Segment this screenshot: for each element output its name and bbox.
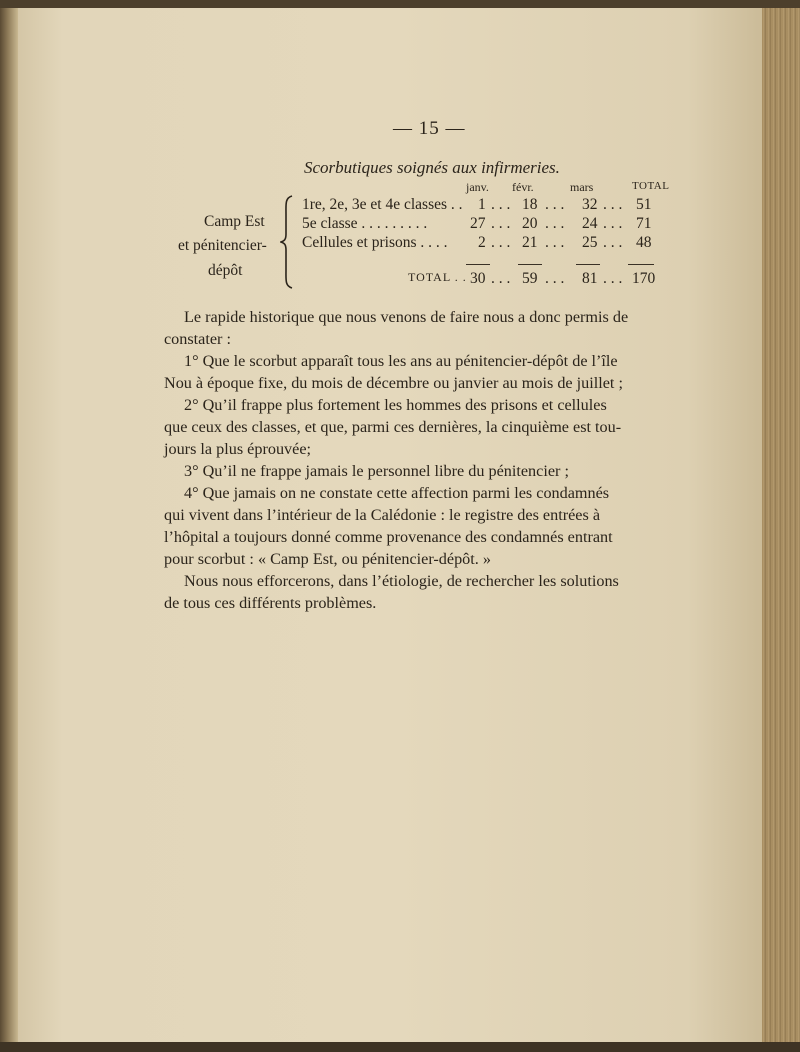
- table-row-label: Cellules et prisons . . . .: [302, 234, 448, 251]
- table-title: Scorbutiques soignés aux infirmeries.: [304, 158, 560, 177]
- table-row-label: 1re, 2e, 3e et 4e classes . .: [302, 196, 463, 213]
- sum-rule: [518, 264, 542, 265]
- table-cell-janv: 1: [478, 196, 486, 213]
- body-line: Nou à époque fixe, du mois de décembre ou janvier au mois de juillet ;: [164, 374, 623, 392]
- leader-dots: . . .: [603, 234, 623, 251]
- total-cell-fevr: 59: [522, 270, 538, 287]
- sum-rule: [628, 264, 654, 265]
- body-line: qui vivent dans l’intérieur de la Calédonie : le registre des entrées à: [164, 506, 601, 524]
- body-line: Le rapide historique que nous venons de faire nous a donc permis de: [184, 308, 629, 326]
- table-cell-total: 48: [636, 234, 652, 251]
- table-row-label: 5e classe . . . . . . . . .: [302, 215, 428, 232]
- leader-dots: . . .: [491, 270, 511, 287]
- leader-dots: . . .: [545, 234, 565, 251]
- side-label-line-2: et pénitencier-: [178, 237, 267, 254]
- sum-rule: [576, 264, 600, 265]
- total-cell-total: 170: [632, 270, 656, 287]
- page-stack-edge: [762, 8, 800, 1042]
- table-cell-mars: 24: [582, 215, 598, 232]
- leader-dots: . . .: [545, 270, 565, 287]
- table-cell-fevr: 21: [522, 234, 538, 251]
- brace-icon: [280, 194, 294, 290]
- leader-dots: . . .: [603, 196, 623, 213]
- book-page: [18, 8, 762, 1042]
- body-line: pour scorbut : « Camp Est, ou pénitencier-dépôt. »: [164, 550, 491, 568]
- table-cell-janv: 27: [470, 215, 486, 232]
- body-line: 4° Que jamais on ne constate cette affection parmi les condamnés: [184, 484, 610, 502]
- body-line: 2° Qu’il frappe plus fortement les hommes des prisons et cellules: [184, 396, 607, 414]
- leader-dots: . . .: [545, 196, 565, 213]
- page-number: — 15 —: [393, 118, 466, 139]
- column-header-total: TOTAL: [632, 180, 670, 192]
- table-cell-mars: 25: [582, 234, 598, 251]
- total-cell-janv: 30: [470, 270, 486, 287]
- leader-dots: . . .: [491, 215, 511, 232]
- column-header-janv: janv.: [466, 180, 489, 194]
- sum-rule: [466, 264, 490, 265]
- leader-dots: . . .: [545, 215, 565, 232]
- leader-dots: . . .: [603, 215, 623, 232]
- table-cell-janv: 2: [478, 234, 486, 251]
- totals-label: TOTAL . .: [408, 270, 467, 284]
- column-header-mars: mars: [570, 180, 594, 194]
- side-label-line-1: Camp Est: [204, 213, 265, 230]
- leader-dots: . . .: [491, 196, 511, 213]
- table-cell-mars: 32: [582, 196, 598, 213]
- side-label-line-3: dépôt: [208, 262, 243, 279]
- book-bottom-edge: [0, 1042, 800, 1052]
- table-cell-fevr: 18: [522, 196, 538, 213]
- table-cell-total: 71: [636, 215, 652, 232]
- body-line: 3° Qu’il ne frappe jamais le personnel libre du pénitencier ;: [184, 462, 569, 480]
- body-line: que ceux des classes, et que, parmi ces dernières, la cinquième est tou-: [164, 418, 622, 436]
- book-binding-edge: [0, 8, 18, 1042]
- body-line: Nous nous efforcerons, dans l’étiologie, de rechercher les solutions: [184, 572, 619, 590]
- body-line: jours la plus éprouvée;: [164, 440, 311, 458]
- body-line: 1° Que le scorbut apparaît tous les ans au pénitencier-dépôt de l’île: [184, 352, 618, 370]
- body-line: de tous ces différents problèmes.: [164, 594, 377, 612]
- total-cell-mars: 81: [582, 270, 598, 287]
- table-cell-total: 51: [636, 196, 652, 213]
- leader-dots: . . .: [491, 234, 511, 251]
- body-line: constater :: [164, 330, 231, 348]
- table-cell-fevr: 20: [522, 215, 538, 232]
- column-header-fevr: févr.: [512, 180, 534, 194]
- body-line: l’hôpital a toujours donné comme provenance des condamnés entrant: [164, 528, 613, 546]
- leader-dots: . . .: [603, 270, 623, 287]
- book-top-edge: [0, 0, 800, 8]
